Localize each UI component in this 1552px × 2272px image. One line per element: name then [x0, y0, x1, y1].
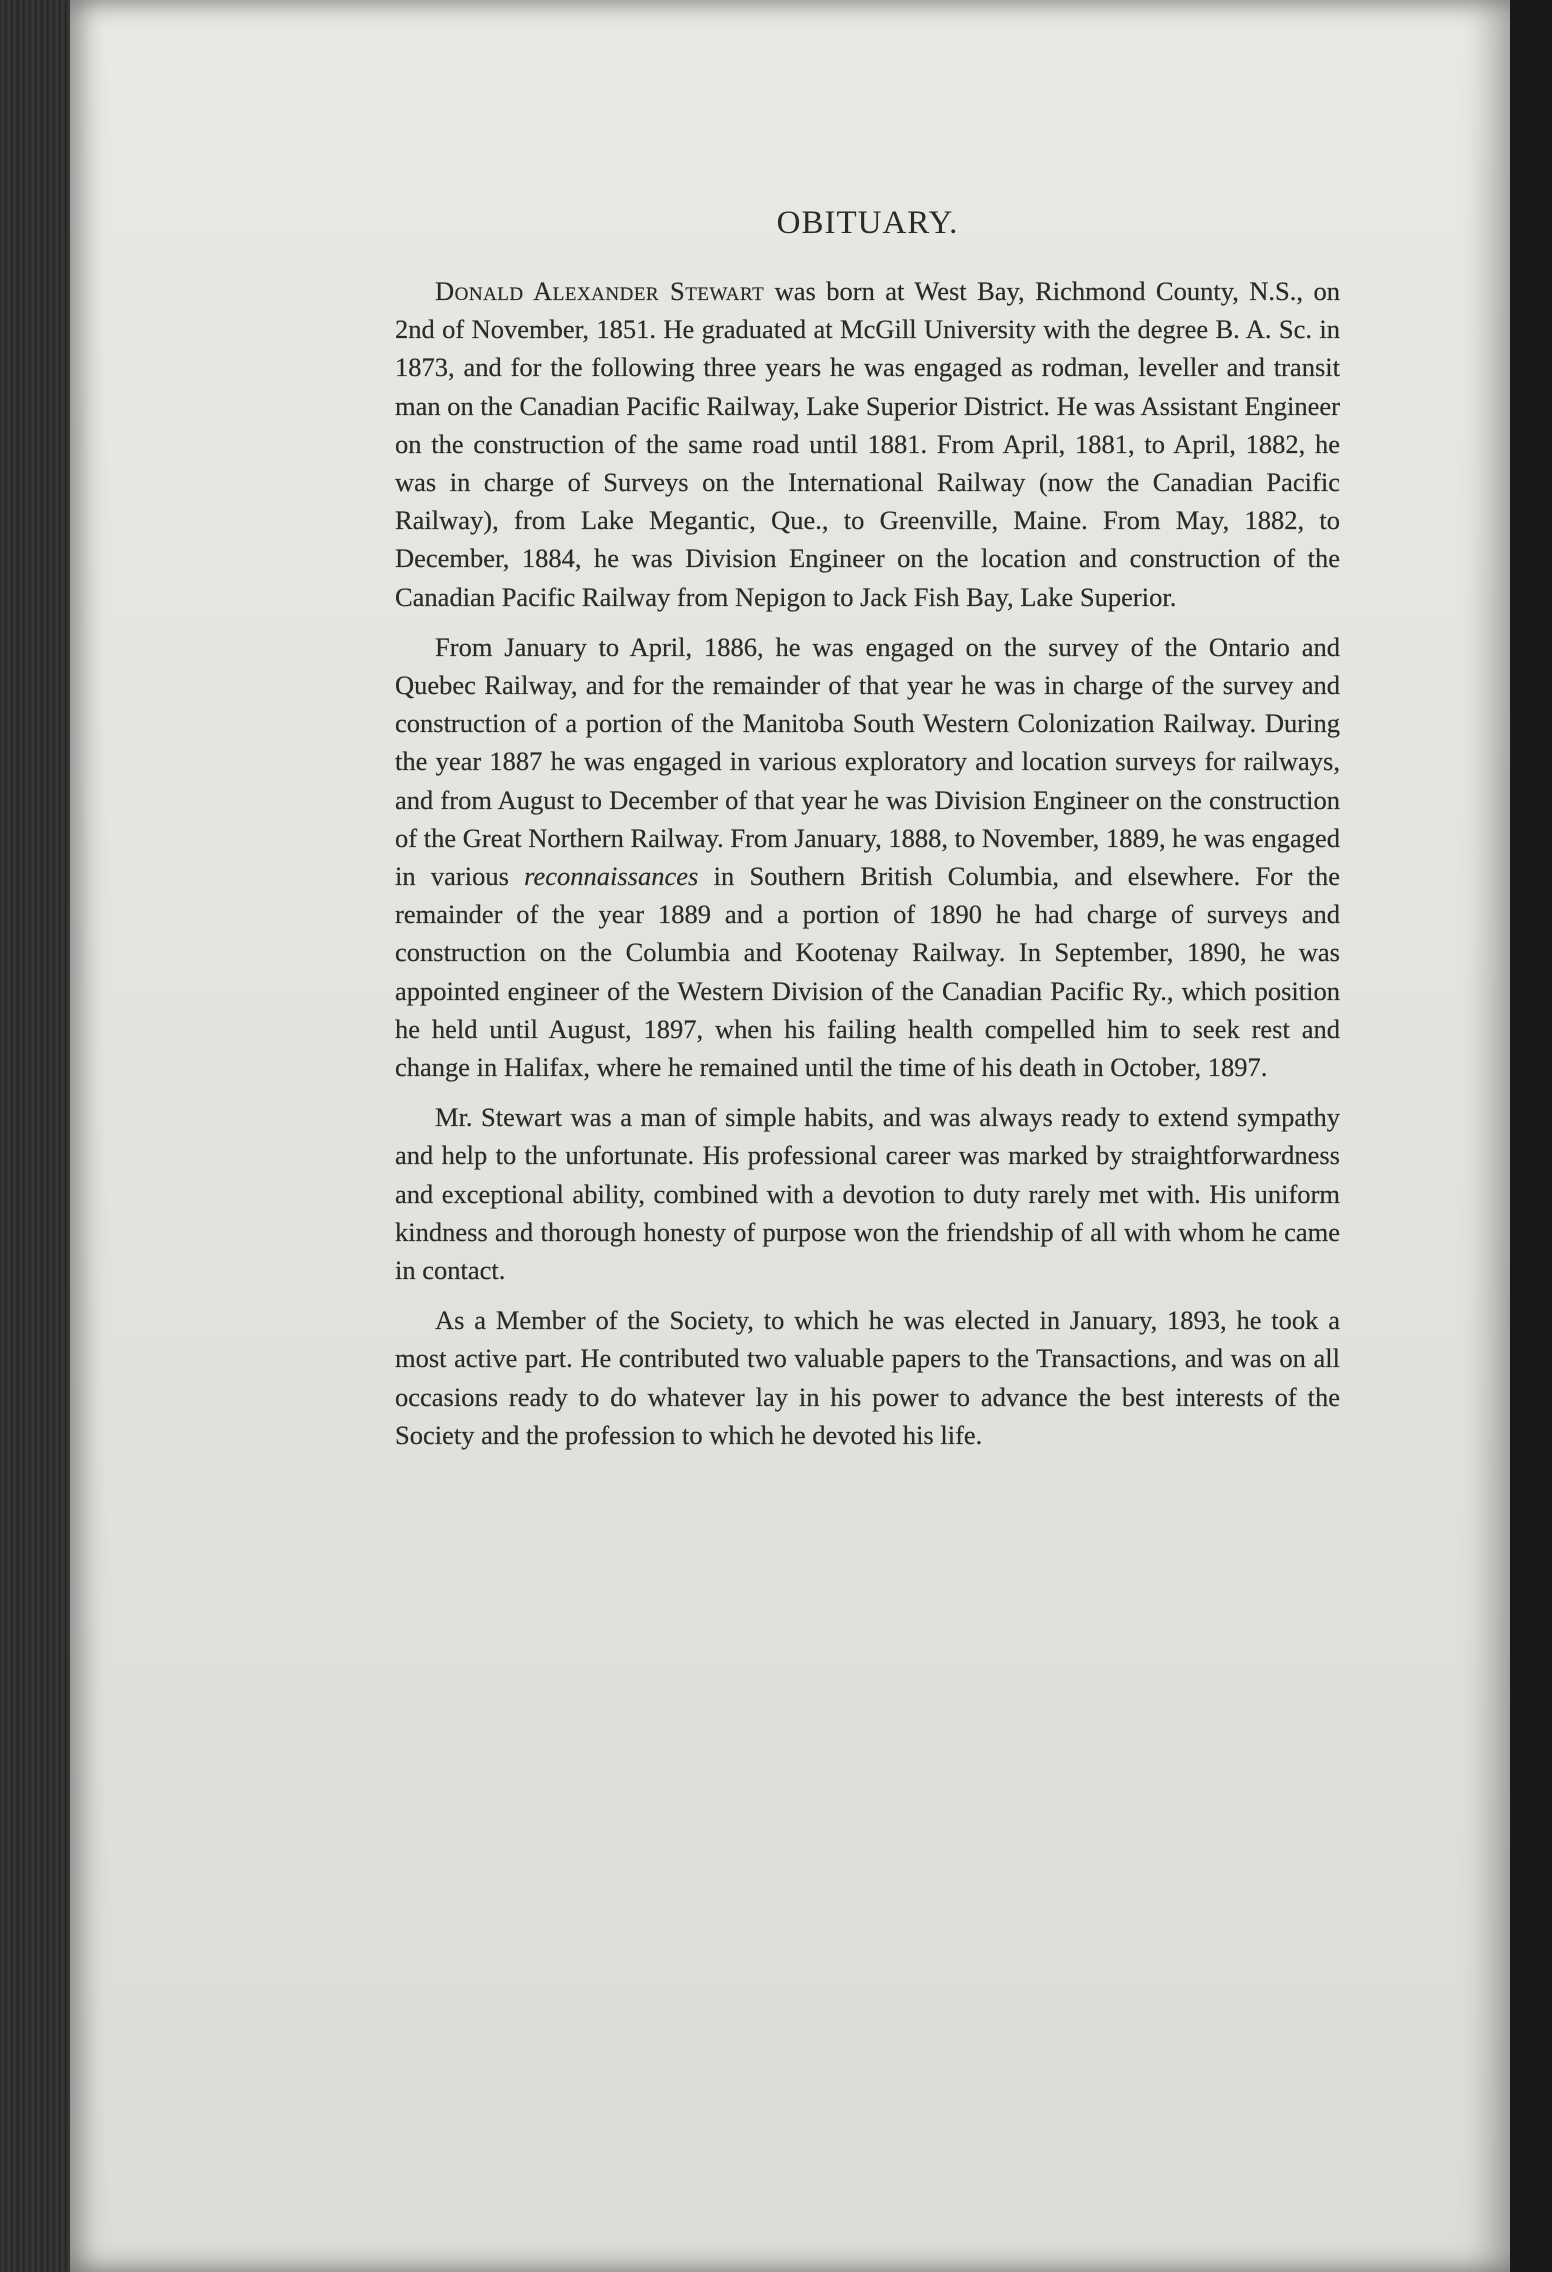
paragraph-3: Mr. Stewart was a man of simple habits, and was always ready to extend sympathy and help to the unfortunate. His professional career was marked by straightforwardness and exceptional ability, combined with a devotion to duty rarely met with. His uniform kindness and thorough honesty of purpose won the friendship of all with whom he came in contact.	[395, 1102, 1340, 1286]
subject-name: Donald Alexander Stewart	[435, 276, 765, 306]
paragraph-2-text-b: in Southern British Columbia, and elsewhere. For the remainder of the year 1889 and a portion of 1890 he had charge of surveys and construction on the Columbia and Kootenay Railway. In September, 1890, he was appointed engineer of the Western Division of the Canadian Pacific Ry., which position he held until August, 1897, when his failing health compelled him to seek rest and change in Halifax, where he remained until the time of his death in October, 1897.	[395, 861, 1340, 1083]
book-page-edges	[0, 0, 80, 2272]
scan-border	[1510, 0, 1552, 2272]
obituary-text-block	[395, 205, 1340, 1466]
paragraph-4: As a Member of the Society, to which he was elected in January, 1893, he took a most active part. He contributed two valuable papers to the Transactions, and was on all occasions ready to do whatever lay in his power to advance the best interests of the Society and the profession to which he devoted his life.	[395, 1305, 1340, 1450]
paragraph-2-text-a: From January to April, 1886, he was engaged on the survey of the Ontario and Quebec Railway, and for the remainder of that year he was in charge of the survey and construction of a portion of the Manitoba South Western Colonization Railway. During the year 1887 he was engaged in various exploratory and location surveys for railways, and from August to December of that year he was Division Engineer on the construction of the Great Northern Railway. From January, 1888, to November, 1889, he was engaged in various	[395, 631, 1340, 892]
paragraph-1-text: was born at West Bay, Richmond County, N.S., on 2nd of November, 1851. He graduated at McGill University with the degree B. A. Sc. in 1873, and for the following three years he was engaged as rodman, leveller and transit man on the Canadian Pacific Railway, Lake Superior District. He was Assistant Engineer on the construction of the same road until 1881. From April, 1881, to April, 1882, he was in charge of Surveys on the International Railway (now the Canadian Pacific Railway), from Lake Megantic, Que., to Greenville, Maine. From May, 1882, to December, 1884, he was Division Engineer on the location and construction of the Canadian Pacific Railway from Nepigon to Jack Fish Bay, Lake Superior.	[395, 276, 1340, 612]
paragraph-2	[395, 628, 1340, 1086]
paragraph-1	[395, 272, 1340, 616]
page-title: OBITUARY.	[776, 205, 959, 241]
paragraph-2-italic: reconnaissances	[524, 861, 699, 892]
